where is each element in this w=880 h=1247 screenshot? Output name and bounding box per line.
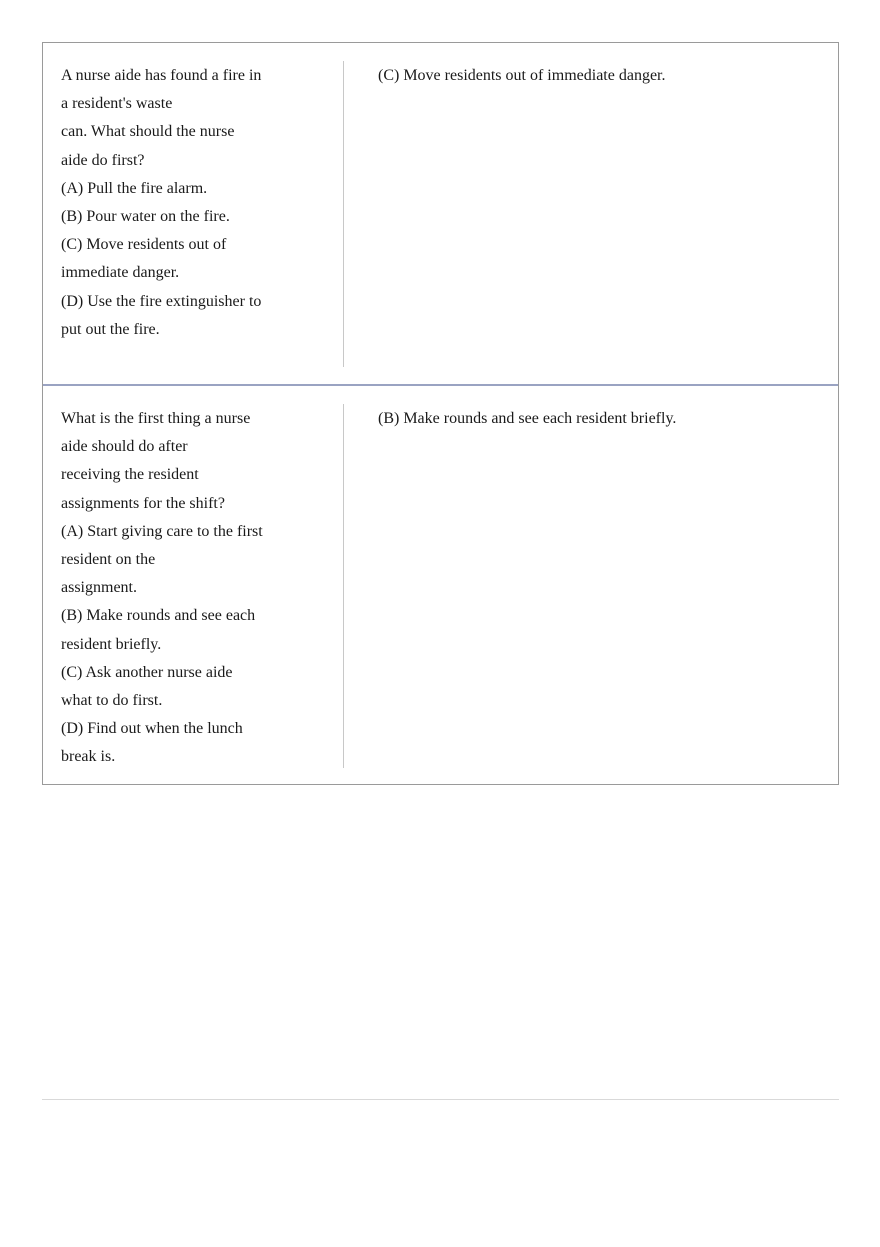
option-b: (B) Make rounds and see each bbox=[61, 607, 256, 625]
option-b-continued: resident briefly. bbox=[61, 635, 162, 653]
flashcard bbox=[43, 386, 838, 784]
question-line: A nurse aide has found a fire in bbox=[61, 67, 262, 84]
option-b: (B) Pour water on the fire. bbox=[61, 208, 230, 226]
option-d: (D) Find out when the lunch bbox=[61, 720, 243, 738]
option-c: (C) Ask another nurse aide bbox=[61, 663, 233, 681]
flashcard-answer: (C) Move residents out of immediate danger. bbox=[378, 67, 666, 84]
option-c: (C) Move residents out of bbox=[61, 236, 227, 254]
option-d: (D) Use the fire extinguisher to bbox=[61, 292, 262, 310]
flashcard-question bbox=[61, 62, 283, 344]
option-a-continued: resident on the bbox=[61, 551, 156, 569]
option-a-continued: assignment. bbox=[61, 579, 137, 597]
question-line: a resident's waste bbox=[61, 95, 173, 113]
question-line: aide do first? bbox=[61, 151, 145, 169]
column-divider bbox=[343, 61, 344, 367]
question-line: assignments for the shift? bbox=[61, 494, 225, 512]
flashcard-answer: (B) Make rounds and see each resident briefly. bbox=[378, 410, 677, 427]
flashcard-question bbox=[61, 405, 283, 772]
column-divider bbox=[343, 404, 344, 768]
question-line: aide should do after bbox=[61, 438, 188, 456]
option-c-continued: what to do first. bbox=[61, 692, 163, 710]
option-d-continued: break is. bbox=[61, 748, 116, 766]
option-a: (A) Pull the fire alarm. bbox=[61, 179, 208, 197]
option-a: (A) Start giving care to the first bbox=[61, 522, 263, 540]
footer-rule bbox=[42, 1099, 839, 1100]
question-line: receiving the resident bbox=[61, 466, 199, 484]
question-line: can. What should the nurse bbox=[61, 123, 235, 141]
flashcard-table bbox=[42, 42, 839, 785]
question-line: What is the first thing a nurse bbox=[61, 410, 251, 427]
option-d-continued: put out the fire. bbox=[61, 320, 160, 338]
flashcard bbox=[43, 43, 838, 386]
option-c-continued: immediate danger. bbox=[61, 264, 180, 282]
